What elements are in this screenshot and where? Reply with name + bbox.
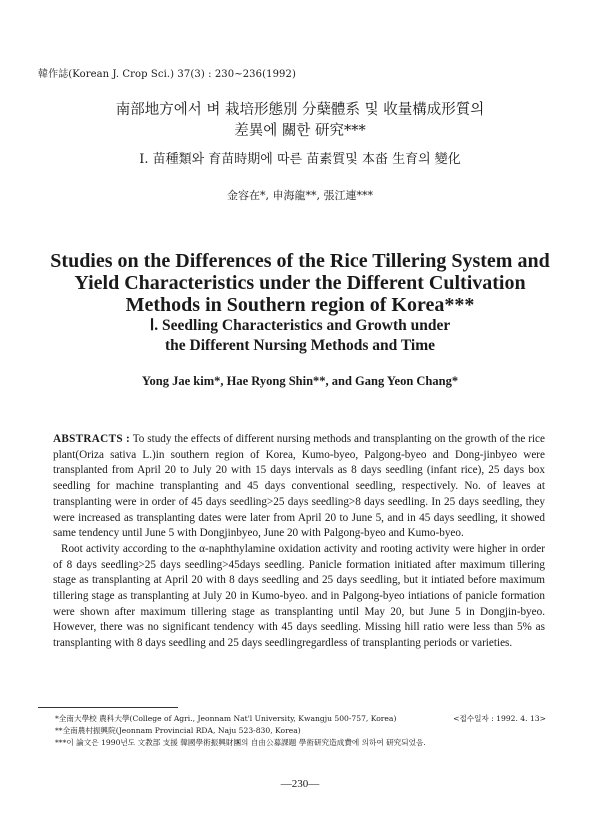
footnote-divider [38, 707, 178, 708]
english-title-line-2: Yield Characteristics under the Different Cultivation [74, 272, 526, 294]
english-authors: Yong Jae kim*, Hae Ryong Shin**, and Gang Yeon Chang* [141, 374, 459, 388]
abstract [53, 432, 545, 652]
korean-title-line-2: 差異에 關한 研究*** [234, 123, 366, 139]
abstract-heading: ABSTRACTS : [53, 433, 131, 445]
abstract-text-1: To study the effects of different nursing methods and transplanting on the growth of the rice plant(Oriza sativa L.)in southern region of Korea, Kumo-byeo, Palgong-byeo and Dong-jinbyeo were transplanted from April 20 to July 20 with 15 days intervals as 8 days seedling (infant rice), 25 days box seedling for machine transplanting and 45 days conventional seedling, respectively. No. of leaves at transplanting were in order of 45 days seedling>25 days seedling>8 days seedling. In 25 days seedling, they were increased as transplanting dates were later from April 20 to June 5, and in 45 days seedling, it showed same tendency until June 5 with Dongjinbyeo, June 20 with Palgong-byeo and Kumo-byeo. [53, 433, 545, 540]
footnote-funding: ***이 論文은 1990년도 文教部 支援 韓國學術振興財團의 自由公募課題 學術研究造成費에 의하여 研究되었음. [55, 738, 426, 747]
received-date: <접수일자 : 1992. 4. 13> [453, 714, 546, 723]
footnote-affiliation-2: **全南農村振興院(Jeonnam Provincial RDA, Naju 523-830, Korea) [55, 726, 301, 735]
korean-subtitle: Ⅰ. 苗種類와 育苗時期에 따른 苗素質및 本畓 生育의 變化 [139, 152, 461, 167]
english-title-line-1: Studies on the Differences of the Rice Tillering System and [50, 250, 550, 272]
abstract-paragraph-1 [53, 432, 545, 542]
abstract-paragraph-2: Root activity according to the α-naphthylamine oxidation activity and rooting activity were higher in order of 8 days seedling>25 days seedling>45days seedling. Panicle formation initiated after maximum tillering stage as transplanting at April 20 with 8 days seedling and 25 days seedling, but it intiated before maximum tillering stage as transplanting at July 20 in Kumo-byeo. and in Palgong-byeo intiations of panicle formation were shown after maximum tillering stage as transplanting until May 20, but June 5 in Dongjin-byeo. However, there was no significant tendency with 45 days seedling. Missing hill ratio were less than 5% as transplanting with 8 days seedling and 25 days seedlingregardless of transplanting periods or varieties. [53, 542, 545, 650]
page-number: —230— [280, 778, 320, 790]
journal-citation: 韓作誌(Korean J. Crop Sci.) 37(3) : 230~236(1992) [38, 69, 296, 80]
footnote-affiliation-1: *全南大學校 農科大學(College of Agri., Jeonnam Nat'l University, Kwangju 500-757, Korea) [55, 714, 397, 723]
korean-authors: 金容在*, 申海龍**, 張江連*** [227, 189, 373, 202]
english-title-line-3: Methods in Southern region of Korea*** [125, 294, 475, 316]
english-subtitle-line-2: the Different Nursing Methods and Time [165, 337, 435, 354]
korean-title-line-1: 南部地方에서 벼 栽培形態別 分蘖體系 및 收量構成形質의 [115, 102, 485, 118]
english-subtitle-line-1: Ⅰ. Seedling Characteristics and Growth under [149, 317, 451, 334]
